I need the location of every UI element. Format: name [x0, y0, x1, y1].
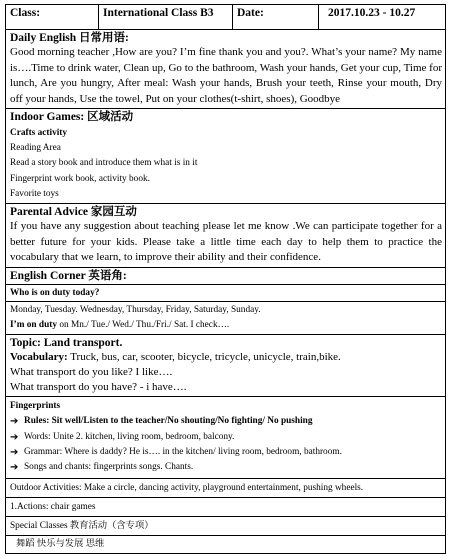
on-duty-line	[10, 318, 442, 333]
indoor-item: Fingerprint work book, activity book.	[10, 173, 150, 184]
indoor-item: Read a story book and introduce them what is in it	[10, 158, 198, 169]
rules-text: Rules: Sit well/Listen to the teacher/No shouting/No fighting/ No pushing	[24, 416, 313, 427]
grammar-text: Grammar: Where is daddy? He is…. in the kitchen/ living room, bedroom, bathroom.	[24, 446, 342, 457]
duty-days-row	[6, 302, 445, 335]
lesson-plan-table	[5, 4, 446, 554]
daily-english-title: Daily English 日常用语:	[10, 32, 129, 44]
actions-text: 1.Actions: chair games	[10, 501, 96, 512]
vocabulary-text: Truck, bus, car, scooter, bicycle, tricycle, unicycle, train,bike.	[67, 350, 341, 363]
header-row	[6, 5, 445, 30]
special-classes-row	[6, 517, 445, 536]
indoor-item: Favorite toys	[10, 188, 59, 199]
fingerprints-section	[6, 397, 445, 479]
daily-english-section	[6, 30, 445, 109]
class-value: International Class B3	[99, 5, 233, 29]
arrow-right-icon: ➔	[10, 462, 19, 474]
indoor-games-section	[6, 109, 445, 204]
vocabulary-label: Vocabulary:	[10, 350, 68, 363]
indoor-item: Crafts activity	[10, 128, 68, 138]
daily-english-text: Good morning teacher ,How are you? I’m fine thank you and you?. What’s your name? My name is….Time to drink water, Clean up, Go to the bathroom, Wash your hands, Get your cup, Time for lunch, Are you hungry, After meal: Wash your hands, Brush your teeth, Rinse your mouth, Dry off your hands, Use the towel, Put on your clothes(t-shirt, shoes), Goodbye	[10, 46, 442, 105]
on-duty-text: on Mn./ Tue./ Wed./ Thu./Fri./ Sat. I check….	[57, 319, 230, 330]
english-corner-title-row	[6, 268, 445, 285]
vocabulary-line	[10, 350, 442, 365]
special-classes-title: Special Classes 教育活动（含专项）	[10, 520, 154, 531]
duty-question: Who is on duty today?	[10, 287, 100, 298]
rules-item	[10, 414, 442, 429]
parental-advice-section	[6, 204, 445, 268]
topic-title: Topic: Land transport.	[10, 336, 123, 349]
class-label: Class:	[6, 5, 99, 29]
words-text: Words: Unite 2. kitchen, living room, bedroom, balcony.	[24, 431, 235, 442]
grammar-item	[10, 445, 442, 460]
special-items: 舞蹈 快乐与发展 思维	[16, 538, 105, 549]
duty-days: Monday, Tuesday. Wednesday, Thursday, Friday, Saturday, Sunday.	[10, 304, 261, 315]
duty-question-row	[6, 285, 445, 302]
fingerprints-title: Fingerprints	[10, 400, 61, 411]
on-duty-label: I’m on duty	[10, 319, 58, 330]
arrow-right-icon: ➔	[10, 446, 19, 458]
date-label: Date:	[233, 5, 319, 29]
indoor-item: Reading Area	[10, 143, 61, 154]
words-item	[10, 430, 442, 445]
special-items-row	[6, 536, 445, 553]
date-value: 2017.10.23 - 10.27	[328, 7, 416, 19]
arrow-right-icon: ➔	[10, 416, 19, 428]
arrow-right-icon: ➔	[10, 431, 19, 443]
outdoor-activities: Outdoor Activities: Make a circle, dancing activity, playground entertainment, pushing wheels.	[10, 482, 364, 493]
outdoor-row	[6, 479, 445, 498]
actions-row	[6, 498, 445, 517]
topic-section	[6, 335, 445, 397]
english-corner-title: English Corner 英语角:	[10, 269, 127, 282]
indoor-games-title: Indoor Games: 区域活动	[10, 111, 134, 123]
parental-advice-text: If you have any suggestion about teaching please let me know .We can participate together for a better future for your kids. Please take a little time each day to help them to practice the vocabulary that we learn, to improve their ability and their confidence.	[10, 220, 442, 264]
songs-text: Songs and chants: fingerprints songs. Chants.	[24, 462, 194, 473]
topic-line-like: What transport do you like? I like….	[10, 365, 173, 378]
parental-advice-title: Parental Advice 家园互动	[10, 206, 137, 219]
topic-line-have: What transport do you have? - i have….	[10, 380, 187, 393]
songs-item	[10, 460, 442, 475]
